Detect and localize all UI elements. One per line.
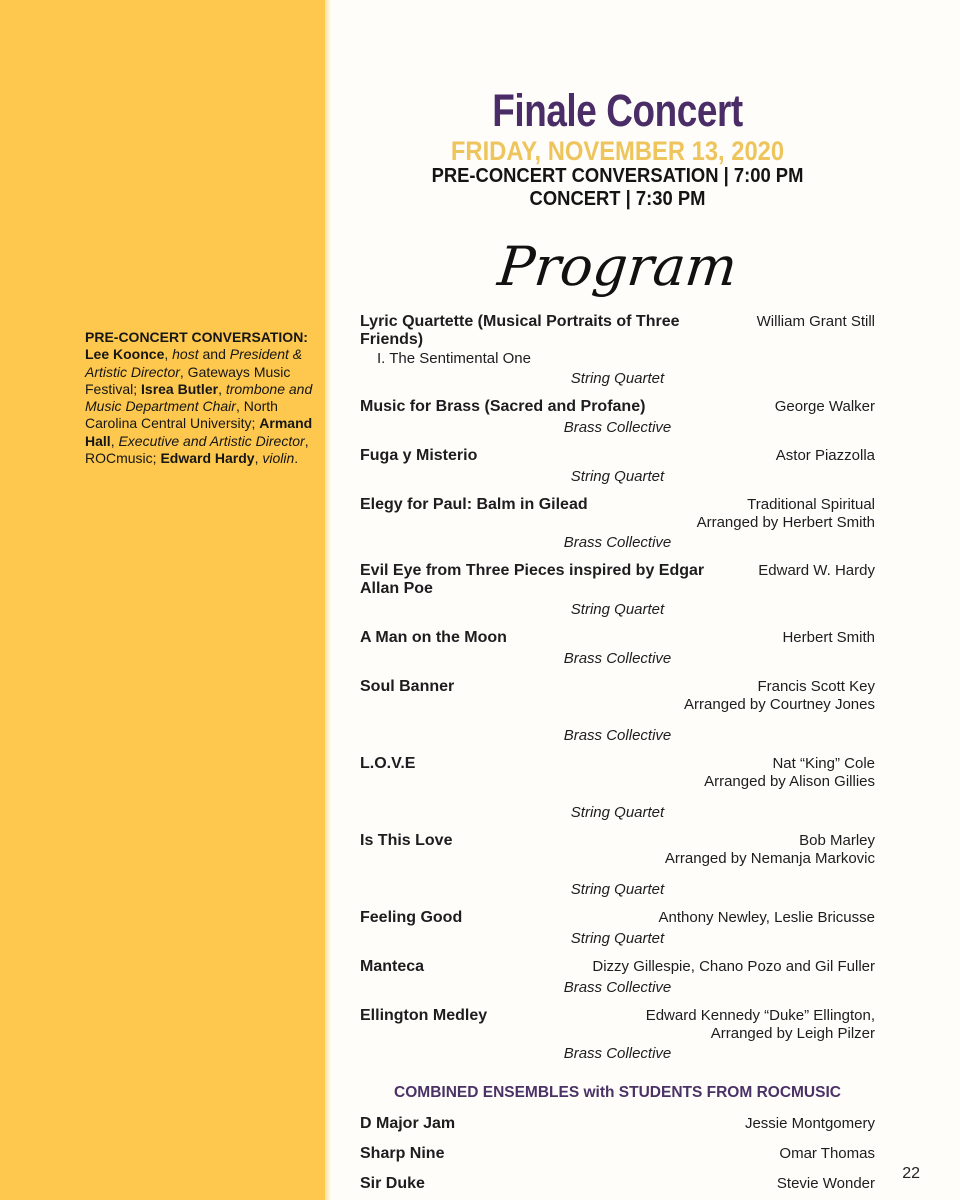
- program-entry: [360, 447, 875, 486]
- program-entry: [360, 832, 875, 899]
- note-text: .: [294, 450, 299, 467]
- program-entry-row: [360, 678, 875, 713]
- note-text: ,: [110, 432, 119, 449]
- program-entry-row: [360, 755, 875, 790]
- composer-line: Traditional Spiritual: [747, 496, 875, 513]
- program-entry: [360, 562, 875, 619]
- piece-title: Elegy for Paul: Balm in Gilead: [360, 496, 588, 513]
- preconcert-conversation-note: [85, 329, 327, 467]
- composer-line: Nat “King” Cole: [772, 755, 875, 772]
- concert-title: Finale Concert: [492, 85, 743, 136]
- concert-date: FRIDAY, NOVEMBER 13, 2020: [450, 136, 785, 166]
- piece-title: Lyric Quartette (Musical Portraits of Three Friends): [360, 313, 680, 348]
- composer-line: Arranged by Leigh Pilzer: [710, 1024, 875, 1042]
- piece-composer: Jessie Montgomery: [744, 1115, 875, 1132]
- combined-entry-row: [360, 1115, 875, 1133]
- composer-line: Francis Scott Key: [757, 678, 875, 695]
- piece-ensemble: Brass Collective: [563, 727, 672, 744]
- person-role: violin: [262, 450, 295, 467]
- composer-line: Arranged by Courtney Jones: [684, 695, 875, 713]
- preconcert-note-body: [85, 346, 327, 467]
- composer-line: Edward W. Hardy: [758, 562, 875, 579]
- program-entry-row: [360, 1007, 875, 1042]
- program-entry-row: [360, 447, 875, 465]
- program-entry: [360, 678, 875, 745]
- composer-line: Arranged by Nemanja Markovic: [664, 849, 875, 867]
- piece-title: A Man on the Moon: [360, 629, 507, 646]
- program-entry-row: [360, 958, 875, 976]
- piece-title: Sharp Nine: [360, 1145, 445, 1162]
- note-text: ,: [254, 450, 263, 467]
- program-entry-row: [360, 313, 875, 349]
- piece-title: Evil Eye from Three Pieces inspired by Edgar Allan Poe: [360, 562, 705, 597]
- piece-ensemble: Brass Collective: [563, 419, 672, 436]
- concert-header: [360, 85, 875, 303]
- composer-line: Arranged by Alison Gillies: [704, 772, 875, 790]
- combined-ensembles-heading: COMBINED ENSEMBLES with STUDENTS FROM ROCMUSIC: [394, 1084, 841, 1101]
- piece-composer: [659, 909, 876, 927]
- piece-composer: Stevie Wonder: [776, 1175, 875, 1192]
- piece-composer: [775, 398, 875, 416]
- note-text: ,: [218, 380, 226, 397]
- piece-composer: [665, 832, 875, 867]
- program-entry: [360, 958, 875, 997]
- piece-composer: [697, 496, 875, 531]
- piece-ensemble: Brass Collective: [563, 979, 672, 996]
- piece-ensemble: String Quartet: [570, 370, 665, 387]
- piece-ensemble: Brass Collective: [563, 534, 672, 551]
- piece-title: Feeling Good: [360, 909, 463, 926]
- program-entry: [360, 629, 875, 668]
- program-entry: [360, 496, 875, 552]
- composer-line: Astor Piazzolla: [775, 447, 875, 464]
- piece-ensemble: Brass Collective: [563, 1045, 672, 1062]
- piece-title: Sir Duke: [360, 1175, 425, 1192]
- piece-composer: [646, 1007, 875, 1042]
- program-entry-row: [360, 496, 875, 531]
- program-list: [360, 313, 875, 1063]
- composer-line: Anthony Newley, Leslie Bricusse: [658, 909, 875, 926]
- combined-entry-row: [360, 1145, 875, 1163]
- program-entry: [360, 909, 875, 948]
- piece-title: Soul Banner: [360, 678, 455, 695]
- piece-title: Music for Brass (Sacred and Profane): [360, 398, 646, 415]
- program-entry-row: [360, 629, 875, 647]
- piece-composer: [592, 958, 875, 976]
- person-role: host: [172, 346, 199, 363]
- piece-title: Manteca: [360, 958, 425, 975]
- piece-title: Fuga y Misterio: [360, 447, 478, 464]
- composer-line: Dizzy Gillespie, Chano Pozo and Gil Fuller: [592, 958, 875, 975]
- person-role: President & Artistic Director: [85, 346, 303, 380]
- piece-title: Is This Love: [360, 832, 453, 849]
- piece-composer: [782, 629, 875, 647]
- piece-ensemble: String Quartet: [570, 881, 665, 898]
- program-entry-row: [360, 398, 875, 416]
- piece-composer: [704, 755, 875, 790]
- piece-ensemble: String Quartet: [570, 930, 665, 947]
- piece-ensemble: String Quartet: [570, 468, 665, 485]
- note-text: , Gateways Music Festival;: [85, 363, 291, 397]
- piece-composer: [758, 562, 875, 580]
- person-name: Isrea Butler: [141, 380, 219, 397]
- piece-composer: [684, 678, 875, 713]
- composer-line: Bob Marley: [799, 832, 875, 849]
- note-text: , North Carolina Central University;: [85, 398, 278, 432]
- piece-composer: Omar Thomas: [779, 1145, 875, 1162]
- program-entry: [360, 398, 875, 437]
- program-entry: [360, 1007, 875, 1063]
- piece-ensemble: String Quartet: [570, 601, 665, 618]
- sidebar: [0, 0, 325, 1200]
- person-name: Edward Hardy: [160, 450, 255, 467]
- piece-ensemble: String Quartet: [570, 804, 665, 821]
- combined-ensembles-section: [360, 1084, 875, 1193]
- composer-line: Herbert Smith: [782, 629, 875, 646]
- concert-time-line: CONCERT | 7:30 PM: [529, 188, 706, 210]
- piece-title: L.O.V.E: [360, 755, 416, 772]
- preconcert-time-line: PRE-CONCERT CONVERSATION | 7:00 PM: [431, 165, 804, 187]
- note-text: and: [198, 346, 230, 363]
- program-script-heading: Program: [495, 235, 741, 298]
- program-entry: [360, 755, 875, 822]
- piece-movement: I. The Sentimental One: [377, 350, 531, 367]
- note-text: ,: [164, 346, 173, 363]
- piece-title: D Major Jam: [360, 1115, 456, 1132]
- composer-line: William Grant Still: [756, 313, 875, 330]
- note-text: , ROCmusic;: [85, 432, 309, 467]
- program-entry-row: [360, 909, 875, 927]
- composer-line: Arranged by Herbert Smith: [696, 513, 875, 531]
- preconcert-note-heading: PRE-CONCERT CONVERSATION:: [85, 329, 308, 345]
- person-name: Armand Hall: [85, 415, 313, 449]
- combined-ensembles-list: [360, 1115, 875, 1193]
- piece-composer: [776, 447, 875, 465]
- piece-title: Ellington Medley: [360, 1007, 488, 1024]
- program-entry-row: [360, 832, 875, 867]
- piece-ensemble: Brass Collective: [563, 650, 672, 667]
- program-entry-row: [360, 562, 875, 598]
- piece-composer: [757, 313, 875, 331]
- person-role: Executive and Artistic Director: [118, 432, 305, 449]
- composer-line: Edward Kennedy “Duke” Ellington,: [645, 1007, 875, 1024]
- combined-entry-row: [360, 1175, 875, 1193]
- program-entry: [360, 313, 875, 388]
- person-role: trombone and Music Department Chair: [85, 380, 313, 415]
- person-name: Lee Koonce: [85, 346, 165, 363]
- program-main-column: [325, 0, 960, 1200]
- composer-line: George Walker: [774, 398, 875, 415]
- page-number: 22: [902, 1165, 920, 1182]
